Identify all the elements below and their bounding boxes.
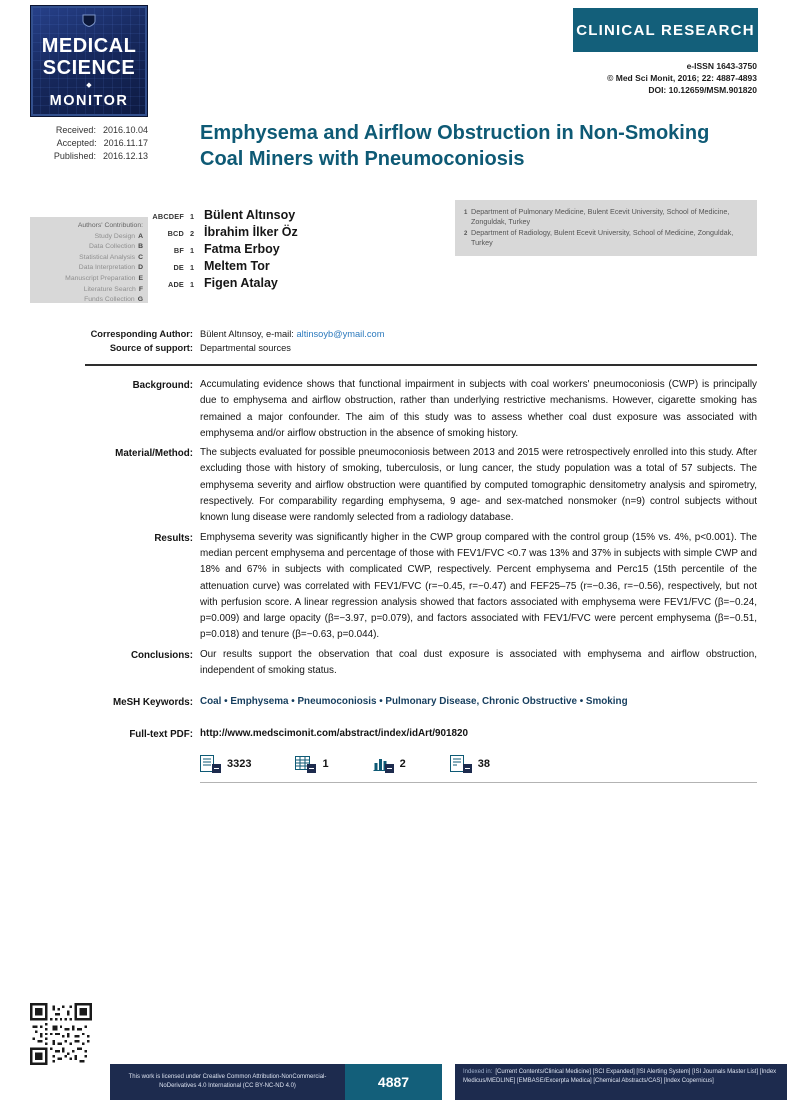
article-metrics-row xyxy=(30,755,757,773)
word-count-icon xyxy=(200,755,221,773)
contribution-item: Data Collection B xyxy=(88,243,143,251)
corresponding-author-row xyxy=(30,327,757,341)
author-contribution-codes: BF xyxy=(173,246,184,255)
doi-line: DOI: 10.12659/MSM.901820 xyxy=(648,85,757,95)
fulltext-label: Full-text PDF: xyxy=(129,728,193,740)
qr-code xyxy=(30,1003,92,1065)
results-section xyxy=(30,530,757,644)
section-text: Emphysema severity was significantly higher in the CWP group compared with the control group (15% vs. 4%, p<0.001). The median percent emphysema and percentage of those with FEV1/FVC <0.7 was 13% and 37% in subjects with simple CWP and 18% and 67% in subjects with complicated CWP, respectively. Percent emphysema and Perc15 (15th percentile of the attenuation curve) was correlated with FEV1/FVC (r=−0.45, r=−0.47) and FEF25–75 (r=−0.36, r=−0.56), respectively, but not with perfusion score. A linear regression analysis showed that factors associated with emphysema were FEV1/FVC (β=−0.24, p=0.009) and large opacity (β=−3.97, p=0.079), and factors associated with FEV1/FVC were percent emphysema (β=−0.51, p=0.018) and tenure (β=−0.63, p=0.044). xyxy=(200,531,757,641)
author-contribution-codes: ABCDEF xyxy=(152,212,184,221)
author-row xyxy=(150,276,570,293)
section-text: Our results support the observation that coal dust exposure is associated with emphysema and airflow obstruction, independent of smoking status. xyxy=(200,648,757,677)
metrics-divider xyxy=(200,782,757,783)
conclusions-section xyxy=(30,647,757,680)
tables-icon xyxy=(295,755,316,773)
author-row xyxy=(150,259,570,276)
corresponding-email-link[interactable]: altinsoyb@ymail.com xyxy=(296,329,385,339)
received-row xyxy=(30,124,148,137)
material-method-section xyxy=(30,445,757,526)
date-value: 2016.11.17 xyxy=(103,138,148,148)
section-label: Background: xyxy=(132,380,193,391)
author-affiliation-number: 1 xyxy=(189,263,194,272)
logo-diamond-icon: ◆ xyxy=(86,82,92,89)
date-value: 2016.10.04 xyxy=(102,125,148,135)
metric-figures xyxy=(373,755,406,773)
logo-word-monitor: MONITOR xyxy=(49,93,129,109)
abstract-block xyxy=(30,377,757,783)
contribution-item: Study Design A xyxy=(94,232,143,240)
indexed-in-list: [Current Contents/Clinical Medicine] [SCI Expanded] [ISI Alerting System] [ISI Journals Master List] [Index Medicus/MEDLINE] [EMBASE/Excerpta Medica] [Chemical Abstracts/CAS] [Index Copernicus] xyxy=(463,1069,777,1084)
article-dates xyxy=(30,124,148,163)
date-label: Received: xyxy=(55,125,96,135)
article-type-banner: CLINICAL RESEARCH xyxy=(573,8,758,52)
figures-count-value: 2 xyxy=(399,757,406,770)
support-value: Departmental sources xyxy=(200,343,291,353)
contribution-item: Literature Search F xyxy=(83,285,143,293)
indexed-in-box xyxy=(455,1064,787,1100)
metric-tables xyxy=(295,755,328,773)
affiliations-panel xyxy=(455,200,757,256)
issn-line: e-ISSN 1643-3750 xyxy=(686,61,757,71)
publication-info xyxy=(607,60,757,96)
source-of-support-row xyxy=(30,341,757,355)
affiliation: 2 Department of Radiology, Bulent Ecevit University, School of Medicine, Zonguldak, Turkey xyxy=(464,228,734,247)
mesh-keywords-row xyxy=(30,694,757,710)
author-name: Figen Atalay xyxy=(204,276,278,290)
journal-logo xyxy=(30,5,148,117)
metric-word-count xyxy=(200,755,251,773)
page-number: 4887 xyxy=(345,1064,442,1100)
references-count-value: 38 xyxy=(477,757,490,770)
section-label: Material/Method: xyxy=(115,448,193,460)
author-affiliation-number: 2 xyxy=(189,229,194,238)
mesh-label: MeSH Keywords: xyxy=(112,697,193,709)
background-section xyxy=(30,377,757,442)
indexed-in-label: Indexed in: xyxy=(463,1069,493,1075)
article-title: Emphysema and Airflow Obstruction in Non-Smoking Coal Miners with Pneumoconiosis xyxy=(200,122,710,170)
affiliation: 1 Department of Pulmonary Medicine, Bulent Ecevit University, School of Medicine, Zonguldak, Turkey xyxy=(464,207,730,226)
accepted-row xyxy=(30,137,148,150)
author-affiliation-number: 1 xyxy=(189,212,194,221)
author-name: Bülent Altınsoy xyxy=(204,208,296,222)
author-contribution-codes: ADE xyxy=(167,280,184,289)
figures-icon xyxy=(373,755,394,773)
date-label: Accepted: xyxy=(56,138,97,148)
author-affiliation-number: 1 xyxy=(189,280,194,289)
contribution-heading: Authors' Contribution: xyxy=(77,222,143,229)
author-name: Fatma Erboy xyxy=(204,242,280,256)
section-text: The subjects evaluated for possible pneumoconiosis between 2013 and 2015 were retrospectively enrolled into this study. After excluding those with history of smoking, tuberculosis, or lung cancer, the study population was a total of 57 subjects. The emphysema severity and airflow obstruction were quantified by computed tomographic densitometry analysis and spirometry, respectively. For comparability regarding emphysema, 9 age- and sex-matched nonsmoker (n=9) control subjects without known lung disease were randomly selected from a radiology database. xyxy=(200,447,757,524)
published-row xyxy=(30,150,148,163)
logo-word-medical: MEDICAL xyxy=(41,35,137,57)
header-divider xyxy=(85,364,757,366)
contribution-item: Manuscript Preparation E xyxy=(65,274,143,282)
mesh-keywords: Coal • Emphysema • Pneumoconiosis • Pulmonary Disease, Chronic Obstructive • Smoking xyxy=(200,696,628,708)
license-box: This work is licensed under Creative Common Attribution-NonCommercial-NoDerivatives 4.0 International (CC BY-NC-ND 4.0) xyxy=(110,1064,345,1100)
correspondence-block xyxy=(30,327,757,355)
authors-contribution-panel xyxy=(30,217,148,303)
section-label: Results: xyxy=(154,532,193,544)
author-name: İbrahim İlker Öz xyxy=(204,225,298,239)
references-icon xyxy=(450,755,472,773)
author-affiliation-number: 1 xyxy=(189,246,194,255)
author-name: Meltem Tor xyxy=(204,259,270,273)
metric-references xyxy=(450,755,490,773)
date-value: 2016.12.13 xyxy=(102,151,148,161)
logo-word-science: SCIENCE xyxy=(42,57,136,79)
author-contribution-codes: BCD xyxy=(167,229,184,238)
section-label: Conclusions: xyxy=(130,649,193,661)
shield-icon xyxy=(81,14,97,27)
copyright-line: © Med Sci Monit, 2016; 22: 4887-4893 xyxy=(607,73,757,83)
contribution-item: Statistical Analysis C xyxy=(79,253,143,261)
article-metrics xyxy=(200,755,490,773)
corresponding-author-name: Bülent Altınsoy, e-mail: xyxy=(200,329,297,339)
corresponding-author-label: Corresponding Author: xyxy=(90,329,193,339)
support-label: Source of support: xyxy=(109,343,193,353)
section-text: Accumulating evidence shows that functional impairment in subjects with coal workers' pneumoconiosis (CWP) is principally due to emphysema and airflow obstruction, rather than underlying restrictive mechanisms. However, cigarette smoking has remained a major confounder. The aim of this study was to assess whether coal dust exposure was associated with emphysema and/or airflow obstruction in the absence of smoking history. xyxy=(200,379,757,439)
author-contribution-codes: DE xyxy=(173,263,184,272)
word-count-value: 3323 xyxy=(227,757,252,770)
contribution-item: Data Interpretation D xyxy=(78,264,143,272)
date-label: Published: xyxy=(53,151,96,161)
contribution-item: Funds Collection G xyxy=(84,296,143,304)
fulltext-url[interactable]: http://www.medscimonit.com/abstract/index/idArt/901820 xyxy=(200,727,468,739)
tables-count-value: 1 xyxy=(322,757,329,770)
fulltext-pdf-row xyxy=(30,726,757,742)
